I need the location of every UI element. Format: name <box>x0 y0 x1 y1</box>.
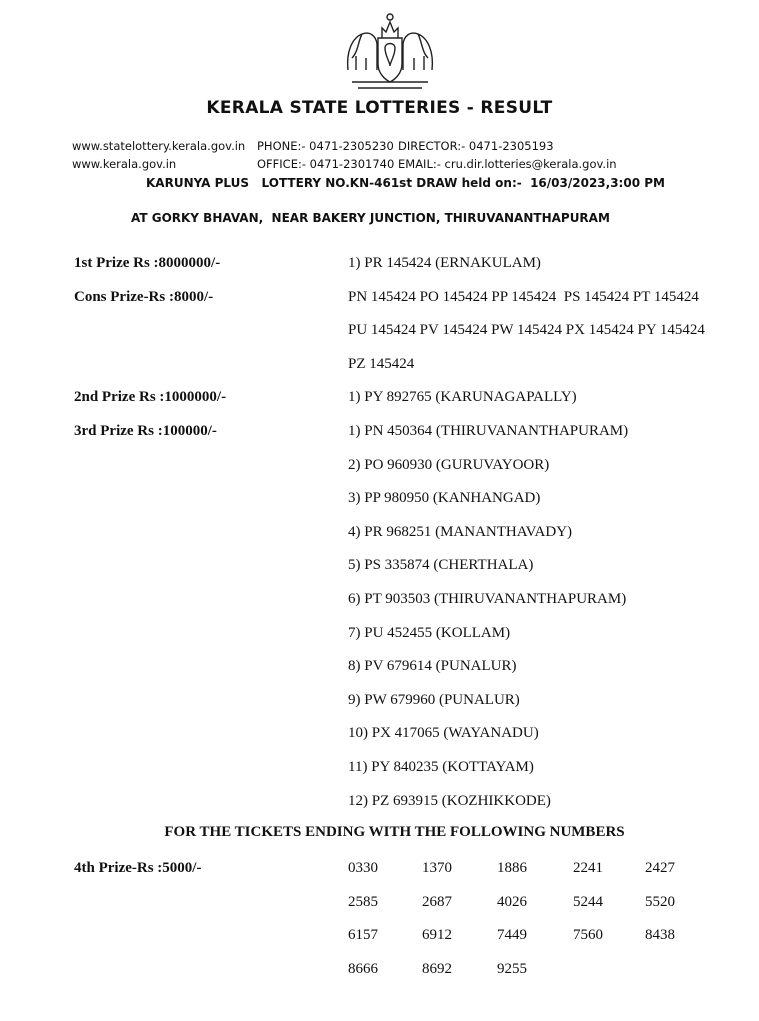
second-prize-label: 2nd Prize Rs :1000000/- <box>74 389 227 405</box>
cons-prize-line: PZ 145424 <box>348 356 415 372</box>
ticket-ending-number: 1886 <box>497 860 527 876</box>
ticket-ending-number: 5244 <box>573 894 603 910</box>
draw-venue: AT GORKY BHAVAN, NEAR BAKERY JUNCTION, THIRUVANANTHAPURAM <box>131 211 610 225</box>
phone-number: PHONE:- 0471-2305230 <box>257 139 394 153</box>
ticket-ending-number: 0330 <box>348 860 378 876</box>
third-prize-winner: 1) PN 450364 (THIRUVANANTHAPURAM) <box>348 423 629 439</box>
third-prize-winner: 11) PY 840235 (KOTTAYAM) <box>348 759 534 775</box>
ticket-ending-number: 2427 <box>645 860 675 876</box>
third-prize-winner: 6) PT 903503 (THIRUVANANTHAPURAM) <box>348 591 627 607</box>
third-prize-winner: 5) PS 335874 (CHERTHALA) <box>348 557 534 573</box>
page-title: KERALA STATE LOTTERIES - RESULT <box>206 98 553 118</box>
ending-numbers-heading: FOR THE TICKETS ENDING WITH THE FOLLOWING NUMBERS <box>164 824 625 840</box>
cons-prize-label: Cons Prize-Rs :8000/- <box>74 289 214 305</box>
ticket-ending-number: 6157 <box>348 927 378 943</box>
cons-prize-line: PN 145424 PO 145424 PP 145424 PS 145424 PT 145424 <box>348 289 699 305</box>
ticket-ending-number: 7449 <box>497 927 527 943</box>
first-prize-label: 1st Prize Rs :8000000/- <box>74 255 221 271</box>
ticket-ending-number: 8438 <box>645 927 675 943</box>
third-prize-winner: 4) PR 968251 (MANANTHAVADY) <box>348 524 573 540</box>
third-prize-winner: 8) PV 679614 (PUNALUR) <box>348 658 517 674</box>
director-phone: DIRECTOR:- 0471-2305193 <box>398 139 554 153</box>
ticket-ending-number: 5520 <box>645 894 675 910</box>
ticket-ending-number: 8692 <box>422 961 452 977</box>
ticket-ending-number: 2687 <box>422 894 452 910</box>
ticket-ending-number: 2241 <box>573 860 603 876</box>
email-address[interactable]: EMAIL:- cru.dir.lotteries@kerala.gov.in <box>398 157 617 171</box>
ticket-ending-number: 1370 <box>422 860 452 876</box>
second-prize-winner: 1) PY 892765 (KARUNAGAPALLY) <box>348 389 577 405</box>
third-prize-winner: 2) PO 960930 (GURUVAYOOR) <box>348 457 550 473</box>
lottery-draw-info: KARUNYA PLUS LOTTERY NO.KN-461st DRAW held on:- 16/03/2023,3:00 PM <box>146 176 665 190</box>
ticket-ending-number: 7560 <box>573 927 603 943</box>
website-link-kerala[interactable]: www.kerala.gov.in <box>72 157 177 171</box>
third-prize-winner: 9) PW 679960 (PUNALUR) <box>348 692 520 708</box>
cons-prize-line: PU 145424 PV 145424 PW 145424 PX 145424 PY 145424 <box>348 322 705 338</box>
ticket-ending-number: 9255 <box>497 961 527 977</box>
third-prize-winner: 3) PP 980950 (KANHANGAD) <box>348 490 541 506</box>
fourth-prize-label: 4th Prize-Rs :5000/- <box>74 860 202 876</box>
ticket-ending-number: 2585 <box>348 894 378 910</box>
third-prize-winner: 7) PU 452455 (KOLLAM) <box>348 625 511 641</box>
website-link-statelottery[interactable]: www.statelottery.kerala.gov.in <box>72 139 246 153</box>
third-prize-winner: 10) PX 417065 (WAYANADU) <box>348 725 539 741</box>
ticket-ending-number: 8666 <box>348 961 378 977</box>
kerala-state-emblem <box>344 8 436 94</box>
third-prize-winner: 12) PZ 693915 (KOZHIKKODE) <box>348 793 551 809</box>
ticket-ending-number: 4026 <box>497 894 527 910</box>
first-prize-winner: 1) PR 145424 (ERNAKULAM) <box>348 255 541 271</box>
third-prize-label: 3rd Prize Rs :100000/- <box>74 423 217 439</box>
ticket-ending-number: 6912 <box>422 927 452 943</box>
office-phone: OFFICE:- 0471-2301740 <box>257 157 395 171</box>
